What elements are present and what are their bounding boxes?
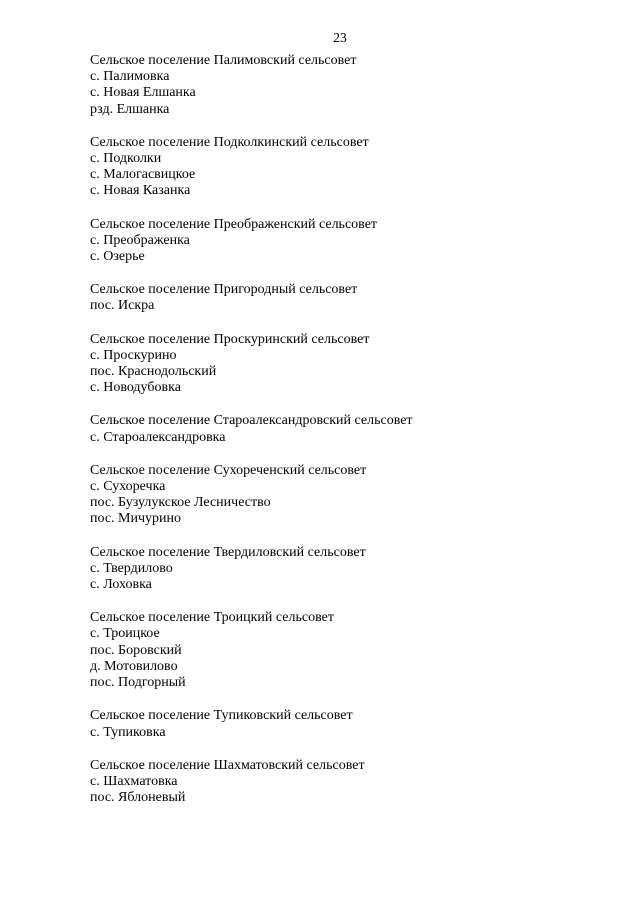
locality-item: с. Новодубовка <box>90 380 181 396</box>
locality-item: с. Озерье <box>90 249 145 265</box>
section-title: Сельское поселение Преображенский сельсовет <box>90 216 378 232</box>
locality-item: с. Преображенка <box>90 232 190 248</box>
section-sukhorechensky <box>90 463 610 528</box>
locality-item: с. Шахматовка <box>90 773 178 789</box>
section-tupikovsky <box>90 708 610 740</box>
locality-item: пос. Бузулукское Лесничество <box>90 495 271 511</box>
locality-item: с. Малогасвицкое <box>90 167 196 183</box>
locality-item: с. Троицкое <box>90 626 160 642</box>
page-number: 23 <box>333 30 347 45</box>
section-title: Сельское поселение Подколкинский сельсовет <box>90 134 369 150</box>
section-title: Сельское поселение Твердиловский сельсовет <box>90 544 366 560</box>
section-shakhmatovsky <box>90 758 610 807</box>
section-troitsky <box>90 610 610 691</box>
section-preobrazhensky <box>90 217 610 266</box>
section-proskurinsky <box>90 332 610 397</box>
section-prigorodny <box>90 282 610 314</box>
section-title: Сельское поселение Шахматовский сельсовет <box>90 757 365 773</box>
section-podkolkinsky <box>90 135 610 200</box>
locality-item: с. Твердилово <box>90 560 173 576</box>
section-title: Сельское поселение Проскуринский сельсовет <box>90 331 370 347</box>
section-title: Сельское поселение Пригородный сельсовет <box>90 282 358 298</box>
section-title: Сельское поселение Палимовский сельсовет <box>90 53 357 68</box>
locality-item: с. Новая Казанка <box>90 183 191 199</box>
section-title: Сельское поселение Тупиковский сельсовет <box>90 708 353 724</box>
locality-item: с. Подколки <box>90 151 162 167</box>
locality-item: с. Староалександровка <box>90 429 226 445</box>
locality-item: с. Тупиковка <box>90 724 166 740</box>
locality-item: пос. Подгорный <box>90 675 186 691</box>
section-title: Сельское поселение Староалександровский сельсовет <box>90 413 413 429</box>
locality-item: с. Сухоречка <box>90 479 166 495</box>
section-staroaleksandrovsky <box>90 413 610 445</box>
section-tverdilovsky <box>90 545 610 594</box>
locality-item: д. Мотовилово <box>90 658 178 674</box>
locality-item: с. Проскурино <box>90 347 177 363</box>
section-title: Сельское поселение Троицкий сельсовет <box>90 610 334 626</box>
locality-item: с. Палимовка <box>90 69 170 85</box>
settlement-list <box>90 53 610 823</box>
locality-item: пос. Мичурино <box>90 511 182 527</box>
locality-item: с. Новая Елшанка <box>90 85 196 101</box>
section-palimovsky <box>90 53 610 118</box>
locality-item: пос. Искра <box>90 298 155 314</box>
locality-item: пос. Краснодольский <box>90 364 217 380</box>
locality-item: с. Лоховка <box>90 577 152 593</box>
locality-item: пос. Яблоневый <box>90 790 186 806</box>
section-title: Сельское поселение Сухореченский сельсовет <box>90 462 367 478</box>
locality-item: рзд. Елшанка <box>90 101 170 117</box>
locality-item: пос. Боровский <box>90 642 182 658</box>
